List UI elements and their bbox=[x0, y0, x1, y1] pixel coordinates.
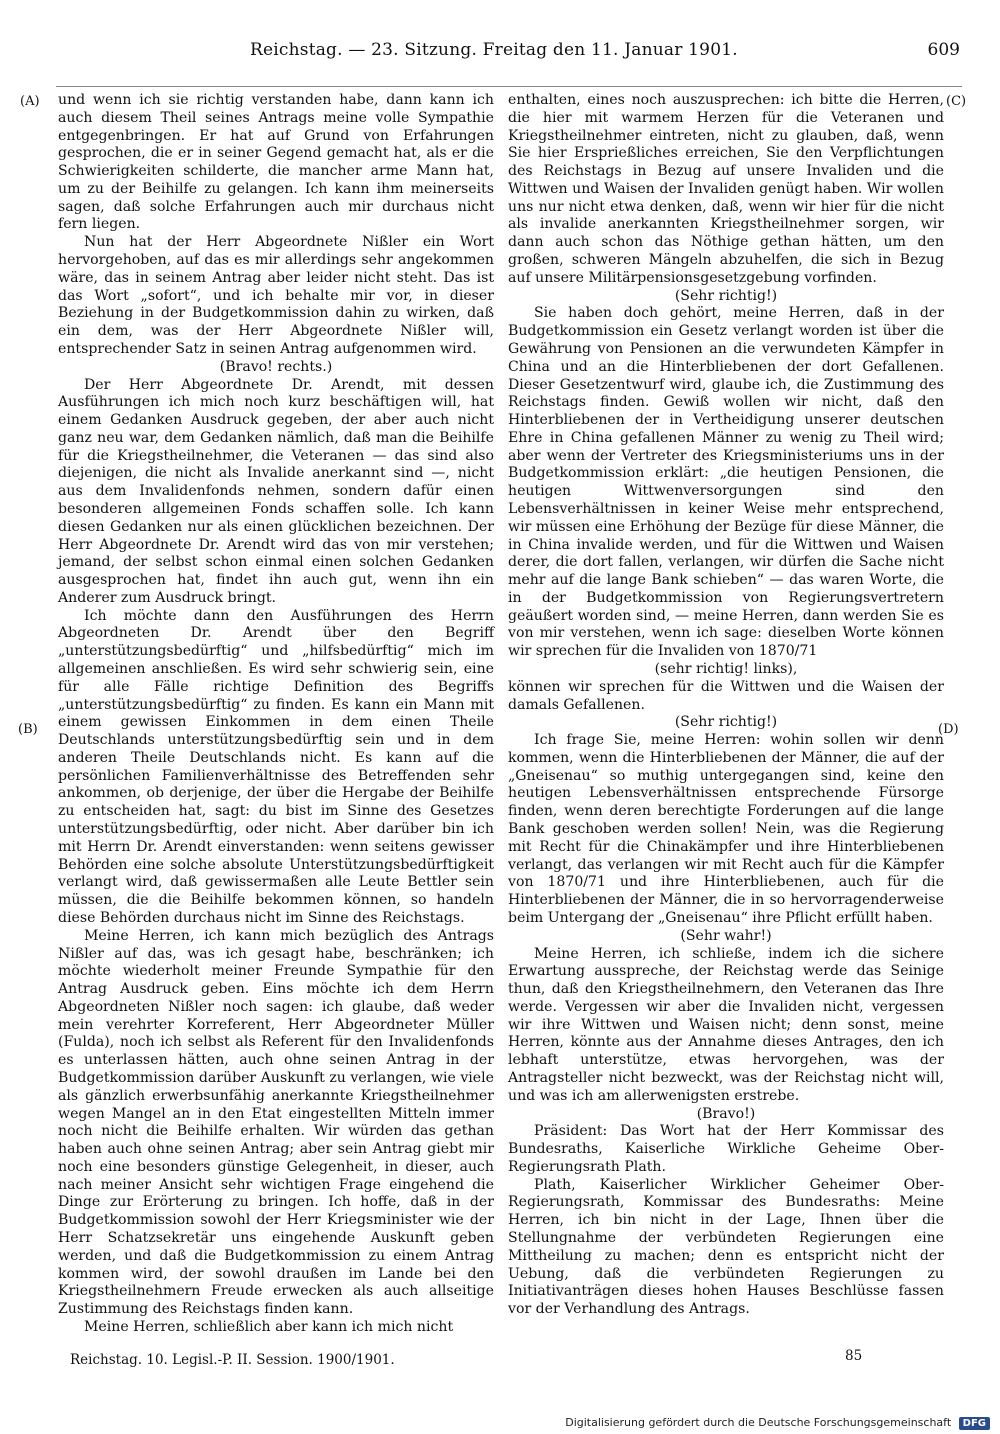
funding-text: Digitalisierung gefördert durch die Deutsche Forschungsgemeinschaft bbox=[565, 1416, 952, 1429]
interjection: (Bravo! rechts.) bbox=[219, 358, 333, 375]
sheet-number: 85 bbox=[845, 1348, 863, 1364]
paragraph: Meine Herren, ich kann mich bezüglich des Antrags Nißler auf das, was ich gesagt habe, beschränken; ich möchte wiederholt meiner Freunde Sympathie für den Antrag Ausdruck geben. Eins möchte ich dem Herrn Abgeordneten Nißler noch sagen: ich glaube, daß weder mein verehrter Korreferent, Herr Abgeordneter Müller (Fulda), noch ich selbst als Referent für den Invalidenfonds es unterlassen hätten, auch ohne seinen Antrag in der Budgetkommission darüber Auskunft zu verlangen, wie viele als gänzlich erwerbsunfähig anerkannte Kriegstheilnehmer wegen Mangel an in den Etat eingestellten Mitteln immer noch nicht die Beihilfe erhalten. Wir würden das gethan haben auch ohne seinen Antrag; aber sein Antrag giebt mir noch eine besonders günstige Gelegenheit, in dieser, auch nach meiner Ansicht sehr wichtigen Frage eingehend die Dinge zur Erörterung zu bringen. Ich hoffe, daß in der Budgetkommission sowohl der Herr Kriegsminister wie der Herr Schatzsekretär uns eingehende Auskunft geben werden, und daß die Budgetkommission zu einem Antrag kommen wird, der sowohl draußen im Lande bei den Kriegstheilnehmern Freude erwecken als auch allseitige Zustimmung des Reichstags finden kann. bbox=[58, 927, 494, 1318]
funding-note bbox=[565, 1416, 990, 1430]
paragraph: enthalten, eines noch auszusprechen: ich bitte die Herren, die hier mit warmem Herzen für die Veteranen und Kriegstheilnehmer eintreten, nicht zu glauben, daß, wenn Sie hier Ersprießliches erreichen, Sie den Verpflichtungen des Reichstags in Bezug auf unsere Invaliden und die Wittwen und Waisen der Invaliden genügt haben. Wir wollen uns nur nicht etwa denken, daß, wenn wir hier für die nicht als invalide anerkannten Kriegstheilnehmer sorgen, wir dann auch schon das Nöthige gethan hätten, um den großen, schweren Mängeln abzuhelfen, die sich in Bezug auf unsere Militärpensionsgesetzgebung vorfinden. bbox=[508, 92, 944, 286]
page-number: 609 bbox=[927, 40, 960, 60]
running-title: Reichstag. — 23. Sitzung. Freitag den 11. Januar 1901. bbox=[250, 40, 738, 60]
interjection: (Bravo!) bbox=[696, 1105, 756, 1122]
margin-marker-a: (A) bbox=[20, 94, 40, 109]
footer-session: Reichstag. 10. Legisl.-P. II. Session. 1900/1901. bbox=[70, 1352, 395, 1368]
right-column bbox=[508, 92, 944, 1319]
interjection: (sehr richtig! links), bbox=[654, 661, 798, 677]
paragraph: Nun hat der Herr Abgeordnete Nißler ein Wort hervorgehoben, auf das es mir allerdings sehr angekommen wäre, das in seinem Antrag aber leider nicht steht. Das ist das Wort „sofort“, und ich behalte mir vor, in dieser Beziehung in der Budgetkommission dahin zu wirken, daß ein dem, was der Herr Abgeordnete Nißler will, entsprechender Satz in seinen Antrag aufgenommen wird. bbox=[58, 234, 494, 357]
paragraph: Meine Herren, ich schließe, indem ich die sichere Erwartung ausspreche, der Reichstag werde das Seinige thun, daß den Kriegstheilnehmern, den Veteranen das Ihre werde. Vergessen wir aber die Invaliden nicht, vergessen wir ihre Wittwen und Waisen nicht; denn sonst, meine Herren, könnte aus der Annahme dieses Antrages, den ich lebhaft unterstütze, etwas hervorgehen, was der Antragsteller nicht bezweckt, was der Reichstag nicht will, und was ich am allerwenigsten erstrebe. bbox=[508, 945, 944, 1104]
margin-marker-b: (B) bbox=[18, 722, 38, 737]
interjection: (Sehr richtig!) bbox=[674, 287, 778, 304]
left-column bbox=[58, 92, 494, 1337]
paragraph: Ich möchte dann den Ausführungen des Herrn Abgeordneten Dr. Arendt über den Begriff „unterstützungsbedürftig“ und „hilfsbedürftig“ mich im allgemeinen anschließen. Es wird sehr schwierig sein, eine für alle Fälle richtige Definition des Begriffs „unterstützungsbedürftig“ zu finden. Es kann ein Mann mit einem gewissen Einkommen in dem einen Theile Deutschlands unterstützungsbedürftig sein und in dem anderen Theile Deutschlands nicht. Es kann auf die persönlichen Familienverhältnisse des Betreffenden sehr ankommen, ob derjenige, der über die Hergabe der Beihilfe zu entscheiden hat, sagt: du bist im Sinne des Gesetzes unterstützungsbedürftig, oder nicht. Aber darüber bin ich mit Herrn Dr. Arendt einverstanden: wenn seitens gewisser Behörden eine solche absolute Unterstützungsbedürftigkeit verlangt wird, daß gewissermaßen alle Leute Bettler sein müssen, die die Beihilfe bekommen können, so handeln diese Behörden durchaus nicht im Sinne des Reichstags. bbox=[58, 607, 494, 926]
dfg-logo: DFG bbox=[959, 1417, 990, 1430]
interjection: (Sehr wahr!) bbox=[680, 927, 772, 944]
paragraph: Plath, Kaiserlicher Wirklicher Geheimer Ober-Regierungsrath, Kommissar des Bundesraths: Meine Herren, ich bin nicht in der Lage, Ihnen über die Stellungnahme der verbündeten Regierungen eine Mittheilung zu machen; denn es entspricht nicht der Uebung, daß die verbündeten Regierungen zu Initiativanträgen dieses hohen Hauses Beschlüsse fassen vor der Verhandlung des Antrags. bbox=[508, 1176, 944, 1318]
margin-marker-c: (C) bbox=[946, 94, 967, 109]
paragraph: Ich frage Sie, meine Herren: wohin sollen wir denn kommen, wenn die Hinterbliebenen der Männer, die auf der „Gneisenau“ so muthig untergegangen sind, keine den heutigen Lebensverhältnissen entsprechende Fürsorge finden, wenn deren berechtigte Forderungen auf die lange Bank geschoben werden sollen! Nein, was die Regierung mit Recht für die Chinakämpfer und ihre Hinterbliebenen verlangt, das verlangen wir mit Recht auch für die Kämpfer von 1870/71 und ihre Hinterbliebenen, auch für die Hinterbliebenen der Männer, die in so hervorragenderweise beim Untergang der „Gneisenau“ ihre Pflicht erfüllt haben. bbox=[508, 732, 944, 926]
paragraph: können wir sprechen für die Wittwen und die Waisen der damals Gefallenen. bbox=[508, 678, 944, 713]
paragraph: Präsident: Das Wort hat der Herr Kommissar des Bundesraths, Kaiserliche Wirkliche Geheime Ober-Regierungsrath Plath. bbox=[508, 1123, 944, 1175]
paragraph: Der Herr Abgeordnete Dr. Arendt, mit dessen Ausführungen ich mich noch kurz beschäftigen will, hat einem Gedanken Ausdruck gegeben, der aber auch nicht ganz neu war, dem Gedanken nämlich, daß man die Beihilfe für die Kriegstheilnehmer, die Veteranen — das sind also diejenigen, die nicht als Invalide anerkannt sind —, nicht aus dem Invalidenfonds nehmen, sondern dafür einen besonderen allgemeinen Fonds schaffen solle. Ich kann diesen Gedanken nur als einen glücklichen bezeichnen. Der Herr Abgeordnete Dr. Arendt wird das von mir verstehen; jemand, der selbst schon einmal einen solchen Gedanken ausgesprochen hat, findet ihn auch gut, wenn ihn ein Anderer zum Ausdruck bringt. bbox=[58, 376, 494, 606]
header-rule bbox=[56, 86, 962, 87]
paragraph: und wenn ich sie richtig verstanden habe, dann kann ich auch diesem Theil seines Antrags meine volle Sympathie entgegenbringen. Er hat auf Grund von Erfahrungen gesprochen, die er in seiner Gegend gemacht hat, als er die Schwierigkeiten schilderte, die mancher arme Mann hat, um zu der Beihilfe zu gelangen. Ich kann ihm meinerseits sagen, daß solche Erfahrungen auch mir durchaus nicht fern liegen. bbox=[58, 92, 494, 233]
paragraph: Sie haben doch gehört, meine Herren, daß in der Budgetkommission ein Gesetz verlangt worden ist über die Gewährung von Pensionen an die verwundeten Kämpfer in China und an die Hinterbliebenen der dort Gefallenen. Dieser Gesetzentwurf wird, glaube ich, die Zustimmung des Reichstags finden. Gewiß wollen wir nicht, daß den Hinterbliebenen der in Vertheidigung unserer deutschen Ehre in China gefallenen Männer zu wenig zu Theil wird; aber wenn der Vertreter des Kriegsministeriums uns in der Budgetkommission erklärt: „die heutigen Pensionen, die heutigen Wittwenversorgungen sind den Lebensverhältnissen in keiner Weise mehr entsprechend, wir müssen eine Erhöhung der Bezüge für diese Männer, die in China invalide werden, und für die Wittwen und Waisen derer, die dort fallen, verlangen, wir dürfen die Sache nicht mehr auf die lange Bank schieben“ — das waren Worte, die in der Budgetkommission von Regierungsvertretern geäußert worden sind, — meine Herren, dann werden Sie es von mir verstehen, wenn ich sage: dieselben Worte können wir sprechen für die Invaliden von 1870/71 bbox=[508, 305, 944, 660]
margin-marker-d: (D) bbox=[938, 722, 959, 737]
paragraph: Meine Herren, schließlich aber kann ich mich nicht bbox=[84, 1318, 454, 1335]
interjection: (Sehr richtig!) bbox=[674, 714, 778, 731]
